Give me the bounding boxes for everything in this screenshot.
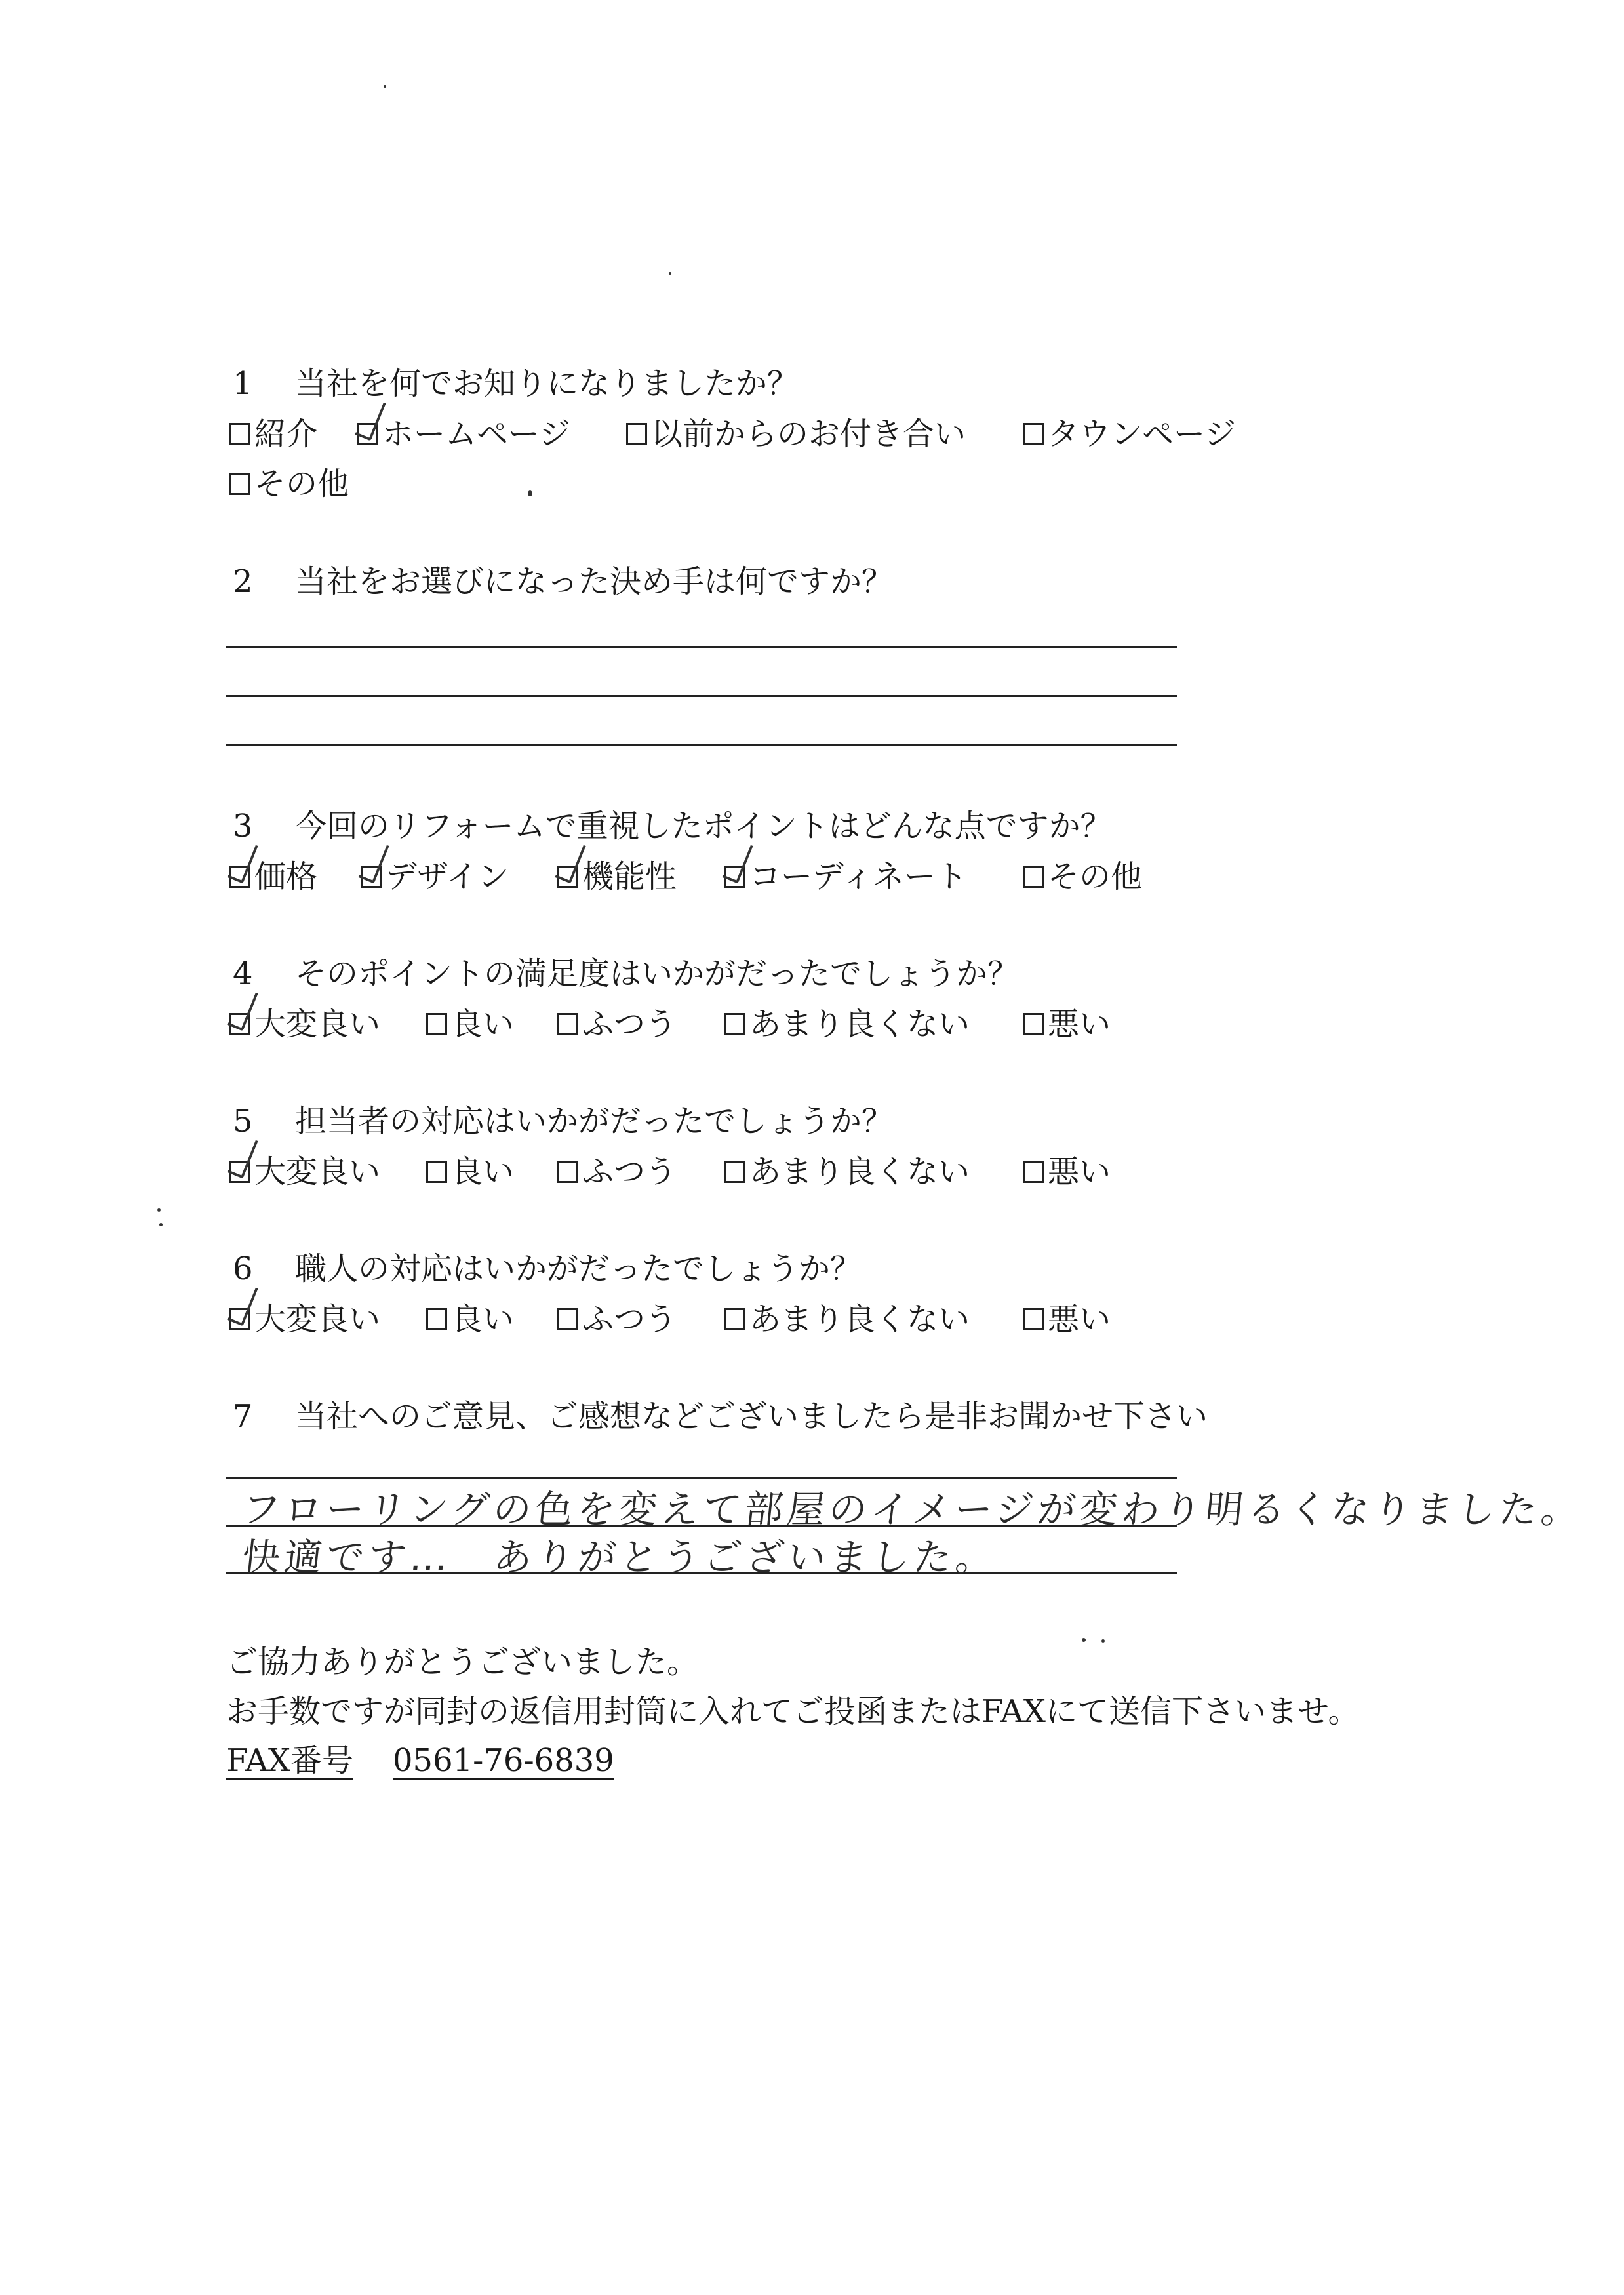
checkbox[interactable] (229, 1308, 250, 1330)
option-town-page[interactable] (1023, 414, 1236, 454)
option-good[interactable] (426, 1152, 514, 1191)
option-very-good[interactable] (229, 1152, 380, 1191)
checkbox[interactable] (1023, 1308, 1044, 1330)
option-average[interactable] (557, 1300, 677, 1339)
option-label: 悪い (1048, 1301, 1111, 1338)
checkbox[interactable] (1023, 866, 1044, 888)
option-label: 良い (451, 1153, 515, 1190)
checkbox[interactable] (724, 1013, 745, 1035)
scan-speck (1082, 1638, 1086, 1642)
question-2 (233, 562, 893, 601)
scan-speck (1101, 1639, 1105, 1643)
question-number: 6 (233, 1250, 253, 1287)
fax-info (226, 1741, 614, 1780)
option-good[interactable] (426, 1300, 514, 1339)
option-label: ふつう (582, 1153, 677, 1190)
question-text: 担当者の対応はいかがだったでしょうか？ (295, 1103, 894, 1140)
option-label: あまり良くない (749, 1006, 970, 1043)
question-number: 3 (233, 808, 253, 845)
answer-line[interactable] (226, 695, 1177, 697)
option-very-good[interactable] (229, 1005, 380, 1044)
option-design[interactable] (361, 857, 509, 896)
question-text: そのポイントの満足度はいかがだったでしょうか？ (295, 955, 1020, 992)
question-text: 今回のリフォームで重視したポイントはどんな点ですか？ (295, 808, 1112, 845)
question-number: 7 (233, 1398, 253, 1435)
checkbox[interactable] (229, 866, 250, 888)
option-label: 機能性 (582, 858, 677, 895)
handwritten-answer-line-2: 快適です… ありがとうございました。 (239, 1535, 1000, 1580)
option-label: 大変良い (254, 1006, 381, 1043)
question-6 (233, 1249, 862, 1288)
checkbox[interactable] (724, 1308, 745, 1330)
handwritten-answer-line-1: フローリングの色を変えて部屋のイメージが変わり明るくなりました。 (239, 1487, 1586, 1532)
question-3 (233, 807, 1112, 846)
fax-label: FAX番号 (226, 1742, 353, 1779)
option-label: 大変良い (254, 1153, 381, 1190)
option-other[interactable] (229, 464, 349, 504)
scan-speck (384, 85, 386, 88)
checkbox[interactable] (229, 473, 250, 495)
question-number: 4 (233, 955, 253, 992)
checkbox[interactable] (1023, 423, 1044, 445)
option-functionality[interactable] (557, 857, 677, 896)
answer-line[interactable] (226, 646, 1177, 648)
thank-you-message: ご協力ありがとうございました。 (226, 1644, 699, 1681)
option-label: あまり良くない (749, 1153, 970, 1190)
question-7 (233, 1397, 1208, 1436)
option-average[interactable] (557, 1152, 677, 1191)
option-label: あまり良くない (749, 1301, 970, 1338)
checkbox[interactable] (229, 1161, 250, 1183)
option-bad[interactable] (1023, 1300, 1111, 1339)
checkbox[interactable] (229, 1013, 250, 1035)
option-label: 悪い (1048, 1153, 1111, 1190)
checkbox[interactable] (557, 866, 578, 888)
option-label: その他 (254, 466, 349, 502)
question-text: 当社を何でお知りになりましたか？ (295, 365, 799, 402)
option-label: 大変良い (254, 1301, 381, 1338)
checkbox[interactable] (557, 1013, 578, 1035)
return-instructions: お手数ですが同封の返信用封筒に入れてご投函またはFAXにて送信下さいませ。 (226, 1693, 1360, 1730)
option-label: ホームページ (382, 416, 571, 452)
checkbox[interactable] (426, 1013, 447, 1035)
question-5 (233, 1102, 893, 1141)
checkbox[interactable] (361, 866, 382, 888)
option-label: ふつう (582, 1006, 677, 1043)
checkbox[interactable] (426, 1161, 447, 1183)
option-label: 良い (451, 1301, 515, 1338)
option-homepage[interactable] (357, 414, 570, 454)
checkbox[interactable] (1023, 1161, 1044, 1183)
question-number: 1 (233, 365, 253, 402)
scan-speck (159, 1223, 163, 1226)
fax-number: 0561-76-6839 (392, 1742, 614, 1779)
option-coordinate[interactable] (724, 857, 967, 896)
answer-line[interactable] (226, 744, 1177, 746)
scan-speck (669, 272, 671, 275)
checkbox[interactable] (557, 1161, 578, 1183)
option-label: 良い (451, 1006, 515, 1043)
option-label: ふつう (582, 1301, 677, 1338)
option-label: デザイン (386, 858, 509, 895)
option-label: 価格 (254, 858, 318, 895)
option-not-so-good[interactable] (724, 1300, 970, 1339)
option-label: その他 (1048, 858, 1143, 895)
question-text: 当社をお選びになった決め手は何ですか？ (295, 563, 894, 600)
option-price[interactable] (229, 857, 317, 896)
checkbox[interactable] (724, 1161, 745, 1183)
checkbox[interactable] (557, 1308, 578, 1330)
option-bad[interactable] (1023, 1005, 1111, 1044)
scan-speck (528, 490, 532, 496)
checkbox[interactable] (1023, 1013, 1044, 1035)
option-label: タウンページ (1048, 416, 1237, 452)
option-label: 以前からのお付き合い (651, 416, 966, 452)
option-average[interactable] (557, 1005, 677, 1044)
checkbox[interactable] (626, 423, 647, 445)
checkbox[interactable] (229, 423, 250, 445)
question-text: 当社へのご意見、ご感想などございましたら是非お聞かせ下さい (295, 1398, 1208, 1435)
checkbox[interactable] (357, 423, 378, 445)
option-very-good[interactable] (229, 1300, 380, 1339)
question-4 (233, 954, 1019, 993)
option-good[interactable] (426, 1005, 514, 1044)
checkbox[interactable] (426, 1308, 447, 1330)
option-not-so-good[interactable] (724, 1152, 970, 1191)
option-label: 悪い (1048, 1006, 1111, 1043)
question-number: 5 (233, 1103, 253, 1140)
question-number: 2 (233, 563, 253, 600)
question-1 (233, 364, 799, 403)
option-label: 紹介 (254, 416, 318, 452)
option-label: コーディネート (749, 858, 968, 895)
question-text: 職人の対応はいかがだったでしょうか？ (295, 1250, 862, 1287)
option-previous-relationship[interactable] (626, 414, 966, 454)
option-bad[interactable] (1023, 1152, 1111, 1191)
scan-speck (157, 1208, 161, 1212)
option-introduction[interactable] (229, 414, 317, 454)
option-not-so-good[interactable] (724, 1005, 970, 1044)
checkbox[interactable] (724, 866, 745, 888)
option-other[interactable] (1023, 857, 1142, 896)
